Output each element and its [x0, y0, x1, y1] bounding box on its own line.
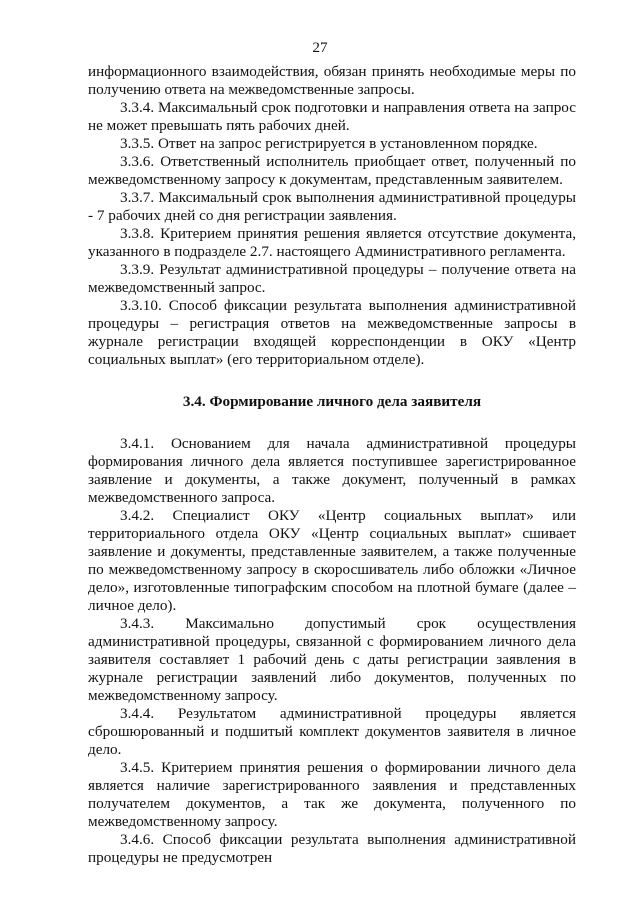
paragraph-3-3-10: 3.3.10. Способ фиксации результата выполнения административной процедуры – регистрация ответов на межведомственные запросы в журнале регистрации входящей корреспонденции в ОКУ «Центр социальных выплат» (его территориальном отделе).	[88, 297, 576, 368]
paragraph-3-4-6: 3.4.6. Способ фиксации результата выполнения административной процедуры не предусмотрен	[88, 831, 576, 866]
paragraph-3-3-5: 3.3.5. Ответ на запрос регистрируется в установленном порядке.	[120, 135, 538, 152]
section-heading: 3.4. Формирование личного дела заявителя	[182, 393, 482, 410]
paragraph-3-4-4: 3.4.4. Результатом административной процедуры является сброшюрованный и подшитый комплект документов заявителя в личное дело.	[88, 705, 576, 758]
paragraph-3-3-8: 3.3.8. Критерием принятия решения является отсутствие документа, указанного в подразделе 2.7. настоящего Административного регламента.	[88, 225, 576, 260]
document-body	[88, 63, 576, 867]
paragraph-3-3-7: 3.3.7. Максимальный срок выполнения административной процедуры - 7 рабочих дней со дня регистрации заявления.	[88, 189, 576, 224]
paragraph-3-4-3: 3.4.3. Максимально допустимый срок осуществления административной процедуры, связанной с формированием личного дела заявителя составляет 1 рабочий день с даты регистрации заявления в журнале регистрации заявлений либо документов, полученных по межведомственному запросу.	[88, 615, 576, 704]
paragraph-3-4-2: 3.4.2. Специалист ОКУ «Центр социальных выплат» или территориального отдела ОКУ «Центр социальных выплат» сшивает заявление и документы, представленные заявителем, а также полученные по межведомственному запросу в скоросшиватель либо обложки «Личное дело», изготовленные типографским способом на плотной бумаге (далее – личное дело).	[88, 507, 576, 614]
paragraph-3-4-5: 3.4.5. Критерием принятия решения о формировании личного дела является наличие зарегистрированного заявления и представленных получателем документов, а так же документа, полученного по межведомственному запросу.	[88, 759, 576, 830]
paragraph-3-3-6: 3.3.6. Ответственный исполнитель приобщает ответ, полученный по межведомственному запросу к документам, представленным заявителем.	[88, 153, 576, 188]
paragraph-3-3-9: 3.3.9. Результат административной процедуры – получение ответа на межведомственный запрос.	[88, 261, 576, 296]
page-number: 27	[312, 39, 328, 56]
paragraph-3-3-4: 3.3.4. Максимальный срок подготовки и направления ответа на запрос не может превышать пять рабочих дней.	[88, 99, 576, 134]
paragraph-continuation: информационного взаимодействия, обязан принять необходимые меры по получению ответа на межведомственные запросы.	[88, 63, 576, 98]
paragraph-3-4-1: 3.4.1. Основанием для начала административной процедуры формирования личного дела является поступившее зарегистрированное заявление и документы, а также документ, полученный в рамках межведомственного запроса.	[88, 435, 576, 506]
